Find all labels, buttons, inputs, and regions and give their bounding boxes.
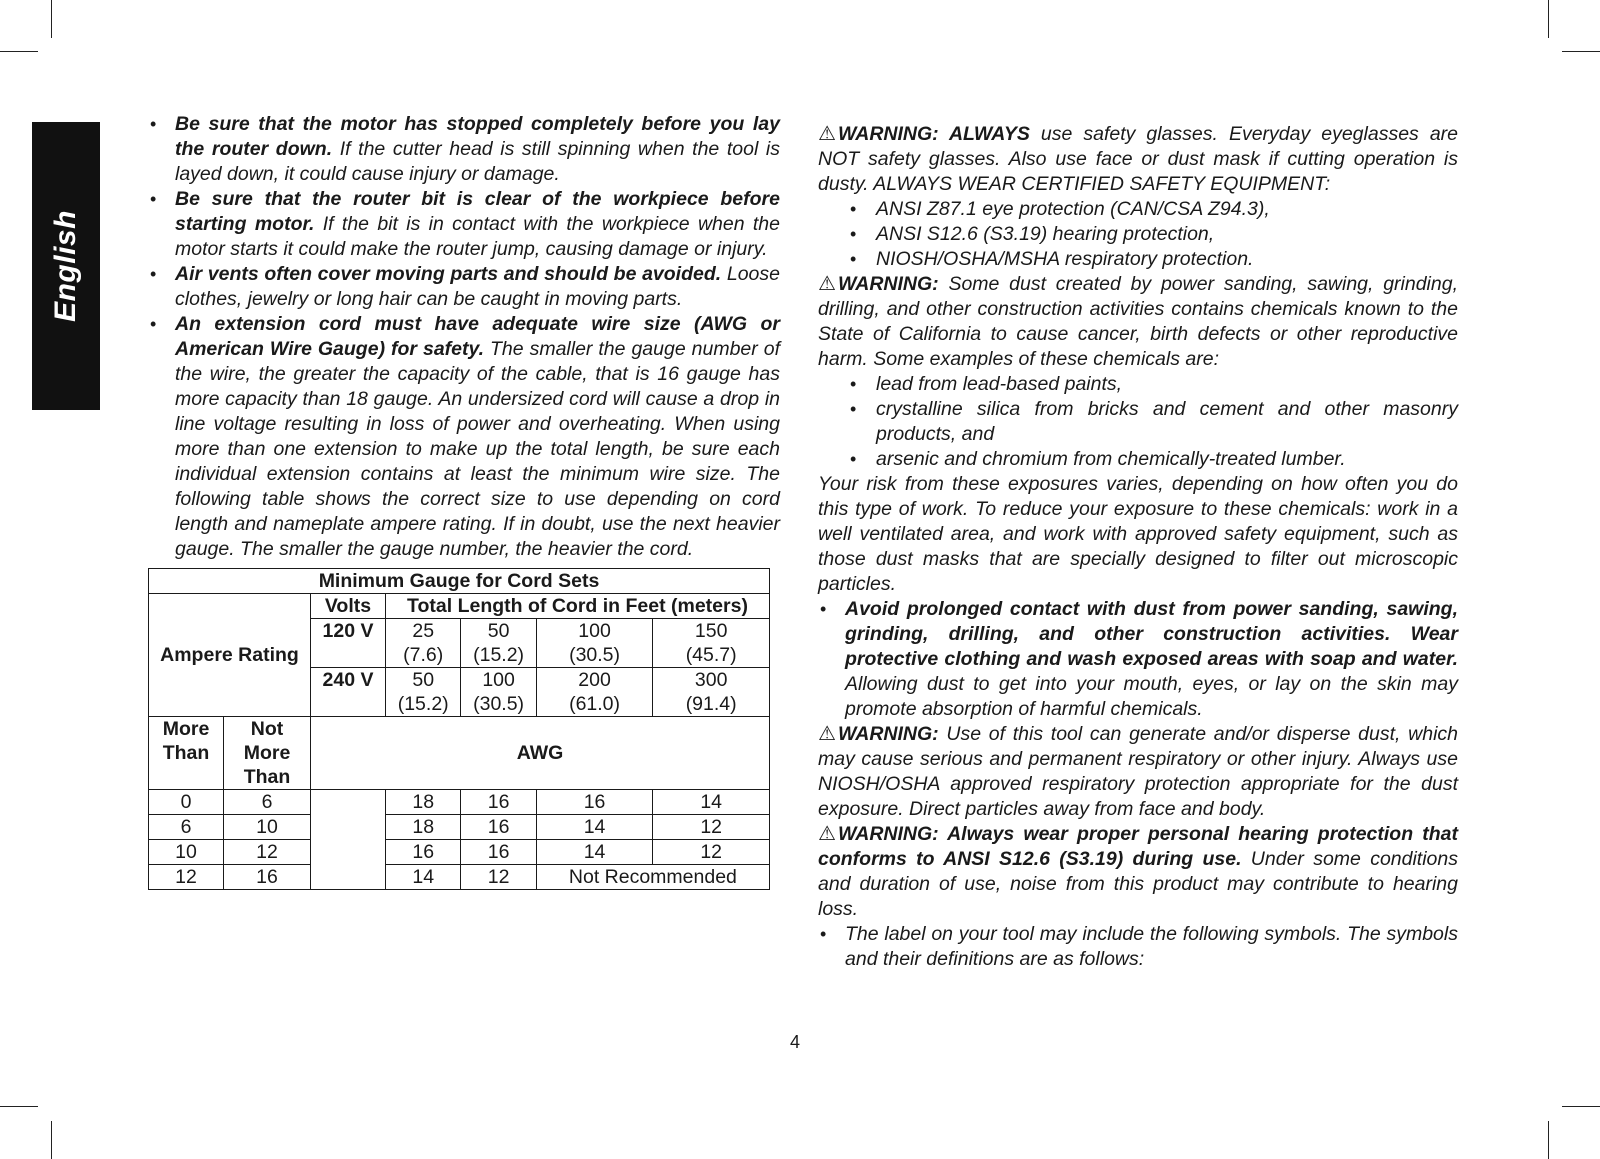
crop-mark <box>1548 0 1549 38</box>
list-item <box>148 262 780 312</box>
ampere-rating-header: Ampere Rating <box>149 594 311 717</box>
bullet-text: If the bit is in contact with the workpiece when the motor starts it could make the router jump, causing damage or injury. <box>175 213 780 260</box>
page-number: 4 <box>790 1032 801 1052</box>
length-cell: 25 (7.6) <box>386 619 461 668</box>
table-row: 0 6 18 16 16 14 <box>149 790 770 815</box>
not-more-than-header: Not More Than <box>224 717 311 790</box>
bullet-lead: An extension cord must have adequate wire size (AWG or American Wire Gauge) for safety. <box>175 313 780 360</box>
list-item <box>148 112 780 187</box>
crop-mark <box>51 0 52 38</box>
bullet-lead: Be sure that the router bit is clear of the workpiece before starting motor. <box>175 188 780 235</box>
volts-header: Volts <box>311 594 386 619</box>
list-item: • ANSI S12.6 (S3.19) hearing protection, <box>848 222 1458 247</box>
cord-gauge-table <box>148 568 770 890</box>
table-row: 12 16 14 12 Not Recommended <box>149 865 770 890</box>
crop-mark <box>1562 51 1600 52</box>
warning-paragraph: ⚠ WARNING: Some dust created by power sanding, sawing, grinding, drilling, and other construction activities contains chemicals known to the State of California to cause cancer, birth defects or other reproductive harm. Some examples of these chemicals are: <box>818 273 1458 370</box>
warning-triangle-icon: ⚠ <box>818 823 836 845</box>
bullet-lead: Air vents often cover moving parts and should be avoided. <box>175 263 722 285</box>
risk-paragraph: Your risk from these exposures varies, depending on how often you do this type of work. To reduce your exposure to these chemicals: work in a well ventilated area, and work with approved safety equipment, such as those dust masks that are specially designed to filter out microscopic particles. <box>818 473 1458 595</box>
warning-triangle-icon: ⚠ <box>818 723 836 745</box>
table-title: Minimum Gauge for Cord Sets <box>149 569 770 594</box>
list-item: • Avoid prolonged contact with dust from power sanding, sawing, grinding, drilling, and other construction activities. Wear protective clothing and wash exposed areas with soap and water. Allowing dust to get into your mouth, eyes, or lay on the skin may promote absorption of harmful chemicals. <box>818 597 1458 722</box>
language-label: English <box>49 210 82 322</box>
list-item: • The label on your tool may include the following symbols. The symbols and their definitions are as follows: <box>818 922 1458 972</box>
crop-mark <box>1562 1106 1600 1107</box>
list-item: • arsenic and chromium from chemically-treated lumber. <box>848 447 1458 472</box>
table-row: 6 10 18 16 14 12 <box>149 815 770 840</box>
crop-mark <box>51 1121 52 1159</box>
length-cell: 150 (45.7) <box>653 619 770 668</box>
total-length-header: Total Length of Cord in Feet (meters) <box>386 594 770 619</box>
warning-triangle-icon: ⚠ <box>818 273 836 295</box>
length-cell: 50 (15.2) <box>461 619 536 668</box>
right-column <box>818 112 1458 972</box>
crop-mark <box>0 51 38 52</box>
bullet-text: If the cutter head is still spinning when the tool is layed down, it could cause injury or damage. <box>175 138 780 185</box>
language-tab <box>32 122 100 410</box>
warning-paragraph: ⚠ WARNING: Use of this tool can generate and/or disperse dust, which may cause serious and permanent respiratory or other injury. Always use NIOSH/OSHA approved respiratory protection appropriate for the dust exposure. Direct particles away from face and body. <box>818 723 1458 820</box>
list-item: • crystalline silica from bricks and cement and other masonry products, and <box>848 397 1458 447</box>
left-column <box>148 112 780 890</box>
crop-mark <box>1548 1121 1549 1159</box>
length-cell: 200 (61.0) <box>536 668 653 717</box>
warning-paragraph: ⚠ WARNING: Always wear proper personal hearing protection that conforms to ANSI S12.6 (S3.19) during use. Under some conditions and duration of use, noise from this product may contribute to hearing loss. <box>818 823 1459 920</box>
not-recommended-cell: Not Recommended <box>536 865 769 890</box>
list-item <box>148 187 780 262</box>
list-item: • lead from lead-based paints, <box>848 372 1458 397</box>
crop-mark <box>0 1106 38 1107</box>
length-cell: 300 (91.4) <box>653 668 770 717</box>
length-cell: 50 (15.2) <box>386 668 461 717</box>
list-item: • NIOSH/OSHA/MSHA respiratory protection. <box>848 247 1458 272</box>
voltage-240: 240 V <box>311 668 386 717</box>
bullet-lead: Be sure that the motor has stopped completely before you lay the router down. <box>175 113 780 160</box>
more-than-header: More Than <box>149 717 224 790</box>
awg-header: AWG <box>311 717 770 790</box>
list-item: • ANSI Z87.1 eye protection (CAN/CSA Z94.3), <box>848 197 1458 222</box>
voltage-120: 120 V <box>311 619 386 668</box>
length-cell: 100 (30.5) <box>461 668 536 717</box>
length-cell: 100 (30.5) <box>536 619 653 668</box>
list-item <box>148 312 780 562</box>
table-row: 10 12 16 16 14 12 <box>149 840 770 865</box>
bullet-text: Loose clothes, jewelry or long hair can be caught in moving parts. <box>175 263 780 310</box>
warning-triangle-icon: ⚠ <box>818 123 836 145</box>
warning-paragraph: ⚠ WARNING: ALWAYS use safety glasses. Everyday eyeglasses are NOT safety glasses. Also use face or dust mask if cutting operation is dusty. ALWAYS WEAR CERTIFIED SAFETY EQUIPMENT: <box>818 123 1458 195</box>
bullet-text: The smaller the gauge number of the wire, the greater the capacity of the cable, that is 16 gauge has more capacity than 18 gauge. An undersized cord will cause a drop in line voltage resulting in loss of power and overheating. When using more than one extension to make up the total length, be sure each individual extension contains at least the minimum wire size. The following table shows the correct size to use depending on cord length and nameplate ampere rating. If in doubt, use the next heavier gauge. The smaller the gauge number, the heavier the cord. <box>175 338 780 560</box>
